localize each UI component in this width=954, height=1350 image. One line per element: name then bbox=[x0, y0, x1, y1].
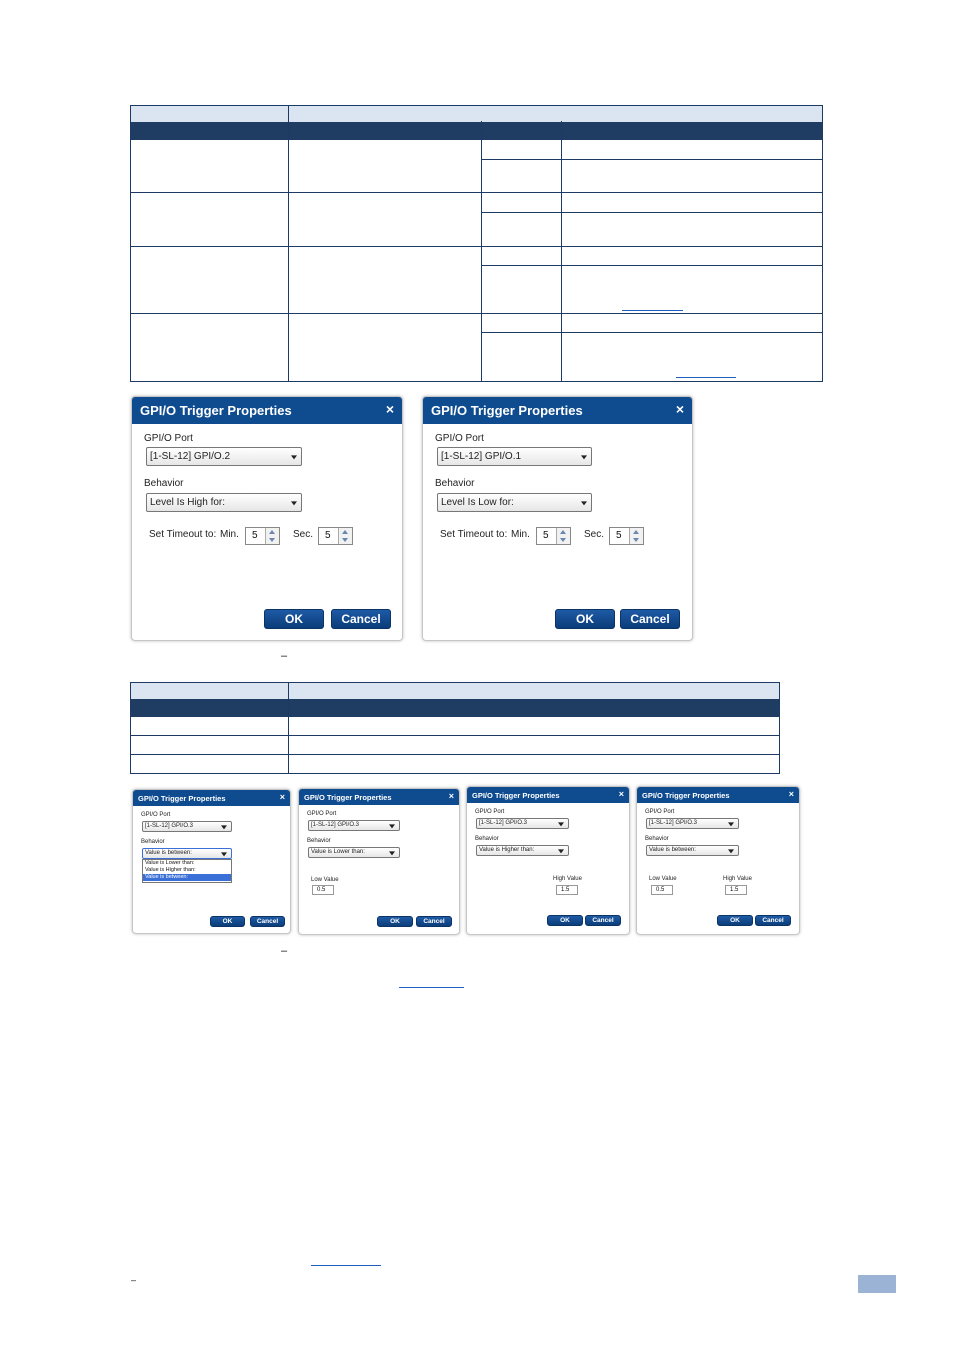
table-1-col-divider bbox=[561, 121, 562, 382]
ok-button[interactable]: OK bbox=[377, 916, 413, 927]
chevron-down-icon bbox=[291, 501, 297, 505]
chevron-down-icon bbox=[221, 852, 227, 856]
gpio-analog-dialog-higher bbox=[466, 786, 630, 935]
gpio-trigger-dialog-high bbox=[131, 396, 403, 641]
port-select[interactable] bbox=[476, 818, 569, 829]
port-label: GPI/O Port bbox=[307, 811, 337, 817]
table-1-link[interactable] bbox=[622, 310, 683, 311]
min-label: Min. bbox=[511, 529, 530, 540]
min-stepper[interactable] bbox=[245, 527, 280, 545]
ok-button[interactable]: OK bbox=[547, 915, 583, 926]
behavior-select[interactable] bbox=[476, 845, 569, 856]
port-select[interactable] bbox=[646, 818, 739, 829]
figure-caption-dash: – bbox=[281, 945, 288, 957]
behavior-select[interactable] bbox=[308, 847, 400, 858]
cancel-button[interactable]: Cancel bbox=[755, 915, 791, 926]
behavior-label: Behavior bbox=[475, 836, 499, 842]
min-value: 5 bbox=[543, 530, 549, 541]
high-value-label: High Value bbox=[723, 876, 752, 882]
gpio-analog-dialog-between bbox=[636, 786, 800, 935]
arrow-down-icon[interactable] bbox=[633, 538, 639, 542]
port-select[interactable] bbox=[142, 821, 232, 832]
dialog-title: GPI/O Trigger Properties bbox=[642, 791, 730, 800]
gpio-analog-dialog-lower bbox=[298, 788, 460, 935]
ok-button[interactable]: OK bbox=[555, 609, 615, 629]
close-icon[interactable]: × bbox=[385, 401, 394, 417]
behavior-label: Behavior bbox=[141, 839, 165, 845]
sec-value: 5 bbox=[616, 530, 622, 541]
port-label: GPI/O Port bbox=[475, 809, 505, 815]
table-1-link[interactable] bbox=[676, 377, 736, 378]
dropdown-option[interactable]: Value is Lower than: bbox=[145, 860, 195, 866]
port-label: GPI/O Port bbox=[141, 812, 171, 818]
port-label: GPI/O Port bbox=[144, 433, 193, 444]
stepper-buttons[interactable] bbox=[556, 528, 570, 544]
sec-value: 5 bbox=[325, 530, 331, 541]
table-1-row-divider bbox=[130, 192, 823, 193]
gpio-analog-dialog-dropdown bbox=[132, 789, 291, 934]
behavior-select[interactable] bbox=[646, 845, 739, 856]
chevron-down-icon bbox=[389, 824, 395, 828]
port-select-value: [1-SL-12] GPI/O.3 bbox=[145, 823, 194, 829]
close-icon[interactable]: × bbox=[618, 789, 624, 799]
dialog-titlebar bbox=[467, 787, 629, 803]
high-value-input[interactable]: 1.5 bbox=[556, 885, 578, 895]
port-select[interactable] bbox=[146, 447, 302, 466]
ok-button[interactable]: OK bbox=[210, 916, 245, 927]
chevron-down-icon bbox=[558, 822, 564, 826]
high-value-label: High Value bbox=[553, 876, 582, 882]
port-select[interactable] bbox=[437, 447, 592, 466]
close-icon[interactable]: × bbox=[675, 401, 684, 417]
arrow-down-icon[interactable] bbox=[269, 538, 275, 542]
table-1-subrow-divider bbox=[481, 212, 823, 213]
table-1-subrow-divider bbox=[481, 332, 823, 333]
behavior-select-value: Value is Higher than: bbox=[479, 847, 535, 853]
behavior-select[interactable] bbox=[142, 848, 232, 859]
low-value-input[interactable]: 0.5 bbox=[312, 885, 334, 895]
sec-stepper[interactable] bbox=[318, 527, 353, 545]
table-2 bbox=[130, 682, 780, 774]
table-2-caption-row bbox=[131, 683, 779, 699]
dialog-titlebar bbox=[299, 789, 459, 805]
table-1-row-divider bbox=[130, 313, 823, 314]
min-stepper[interactable] bbox=[536, 527, 571, 545]
dialog-title: GPI/O Trigger Properties bbox=[140, 403, 292, 418]
arrow-down-icon[interactable] bbox=[560, 538, 566, 542]
arrow-down-icon[interactable] bbox=[342, 538, 348, 542]
table-1-col-divider bbox=[288, 105, 289, 382]
behavior-select[interactable] bbox=[146, 493, 302, 512]
dialog-title: GPI/O Trigger Properties bbox=[472, 791, 560, 800]
dialog-title: GPI/O Trigger Properties bbox=[431, 403, 583, 418]
table-1-header-row bbox=[131, 122, 822, 140]
stepper-buttons[interactable] bbox=[265, 528, 279, 544]
port-select[interactable] bbox=[308, 820, 400, 831]
dialog-titlebar bbox=[637, 787, 799, 803]
dialog-title: GPI/O Trigger Properties bbox=[138, 794, 226, 803]
port-label: GPI/O Port bbox=[645, 809, 675, 815]
behavior-dropdown-list[interactable] bbox=[142, 859, 232, 883]
chevron-down-icon bbox=[581, 455, 587, 459]
close-icon[interactable]: × bbox=[448, 791, 454, 801]
arrow-up-icon[interactable] bbox=[633, 530, 639, 534]
table-2-row-divider bbox=[130, 735, 780, 736]
chevron-down-icon bbox=[389, 851, 395, 855]
table-2-header-row bbox=[131, 699, 779, 717]
arrow-up-icon[interactable] bbox=[269, 530, 275, 534]
gpio-trigger-dialog-low bbox=[422, 396, 693, 641]
low-value-label: Low Value bbox=[311, 877, 339, 883]
port-label: GPI/O Port bbox=[435, 433, 484, 444]
footer-dash: – bbox=[131, 1275, 137, 1285]
behavior-select-value: Level Is High for: bbox=[150, 497, 226, 508]
port-select-value: [1-SL-12] GPI/O.3 bbox=[649, 820, 698, 826]
behavior-label: Behavior bbox=[144, 478, 184, 489]
stepper-buttons[interactable] bbox=[629, 528, 643, 544]
table-2-row-divider bbox=[130, 754, 780, 755]
chevron-down-icon bbox=[291, 455, 297, 459]
ok-button[interactable]: OK bbox=[264, 609, 324, 629]
table-1-row-divider bbox=[130, 246, 823, 247]
chevron-down-icon bbox=[581, 501, 587, 505]
cancel-button[interactable]: Cancel bbox=[585, 915, 621, 926]
arrow-up-icon[interactable] bbox=[560, 530, 566, 534]
behavior-select-value: Value is Lower than: bbox=[311, 849, 365, 855]
cancel-button[interactable]: Cancel bbox=[620, 609, 680, 629]
behavior-label: Behavior bbox=[307, 838, 331, 844]
port-select-value: [1-SL-12] GPI/O.1 bbox=[441, 451, 522, 462]
table-1 bbox=[130, 105, 823, 382]
low-value-label: Low Value bbox=[649, 876, 677, 882]
dialog-titlebar bbox=[133, 790, 290, 806]
cancel-button[interactable]: Cancel bbox=[331, 609, 391, 629]
behavior-label: Behavior bbox=[645, 836, 669, 842]
behavior-select[interactable] bbox=[437, 493, 592, 512]
behavior-select-value: Value is between: bbox=[649, 847, 696, 853]
behavior-select-value: Value is between: bbox=[145, 850, 192, 856]
cancel-button[interactable]: Cancel bbox=[416, 916, 452, 927]
port-select-value: [1-SL-12] GPI/O.3 bbox=[311, 822, 360, 828]
ok-button[interactable]: OK bbox=[717, 915, 753, 926]
table-1-subrow-divider bbox=[481, 265, 823, 266]
page-number-badge bbox=[858, 1275, 896, 1293]
dialog-titlebar bbox=[132, 397, 402, 424]
min-value: 5 bbox=[252, 530, 258, 541]
chevron-down-icon bbox=[221, 825, 227, 829]
port-select-value: [1-SL-12] GPI/O.3 bbox=[479, 820, 528, 826]
behavior-select-value: Level Is Low for: bbox=[441, 497, 514, 508]
table-1-col-divider bbox=[481, 121, 482, 382]
close-icon[interactable]: × bbox=[788, 789, 794, 799]
low-value-input[interactable]: 0.5 bbox=[651, 885, 673, 895]
dropdown-option-selected[interactable]: Value is between: bbox=[143, 874, 231, 881]
timeout-label: Set Timeout to: bbox=[440, 529, 508, 540]
stepper-buttons[interactable] bbox=[338, 528, 352, 544]
high-value-input[interactable]: 1.5 bbox=[725, 885, 747, 895]
table-1-subrow-divider bbox=[481, 159, 823, 160]
chevron-down-icon bbox=[728, 822, 734, 826]
table-2-col-divider bbox=[288, 682, 289, 774]
figure-caption-dash: – bbox=[281, 650, 288, 662]
dialog-titlebar bbox=[423, 397, 692, 424]
body-link[interactable] bbox=[399, 987, 464, 988]
sec-label: Sec. bbox=[584, 529, 605, 540]
dialog-title: GPI/O Trigger Properties bbox=[304, 793, 392, 802]
body-link[interactable] bbox=[311, 1265, 381, 1266]
behavior-label: Behavior bbox=[435, 478, 475, 489]
sec-stepper[interactable] bbox=[609, 527, 644, 545]
min-label: Min. bbox=[220, 529, 239, 540]
port-select-value: [1-SL-12] GPI/O.2 bbox=[150, 451, 231, 462]
cancel-button[interactable]: Cancel bbox=[250, 916, 285, 927]
close-icon[interactable]: × bbox=[279, 792, 285, 802]
chevron-down-icon bbox=[558, 849, 564, 853]
table-1-caption-row bbox=[131, 106, 822, 122]
timeout-label: Set Timeout to: bbox=[149, 529, 217, 540]
chevron-down-icon bbox=[728, 849, 734, 853]
arrow-up-icon[interactable] bbox=[342, 530, 348, 534]
dropdown-option[interactable]: Value is Higher than: bbox=[145, 867, 196, 873]
sec-label: Sec. bbox=[293, 529, 314, 540]
